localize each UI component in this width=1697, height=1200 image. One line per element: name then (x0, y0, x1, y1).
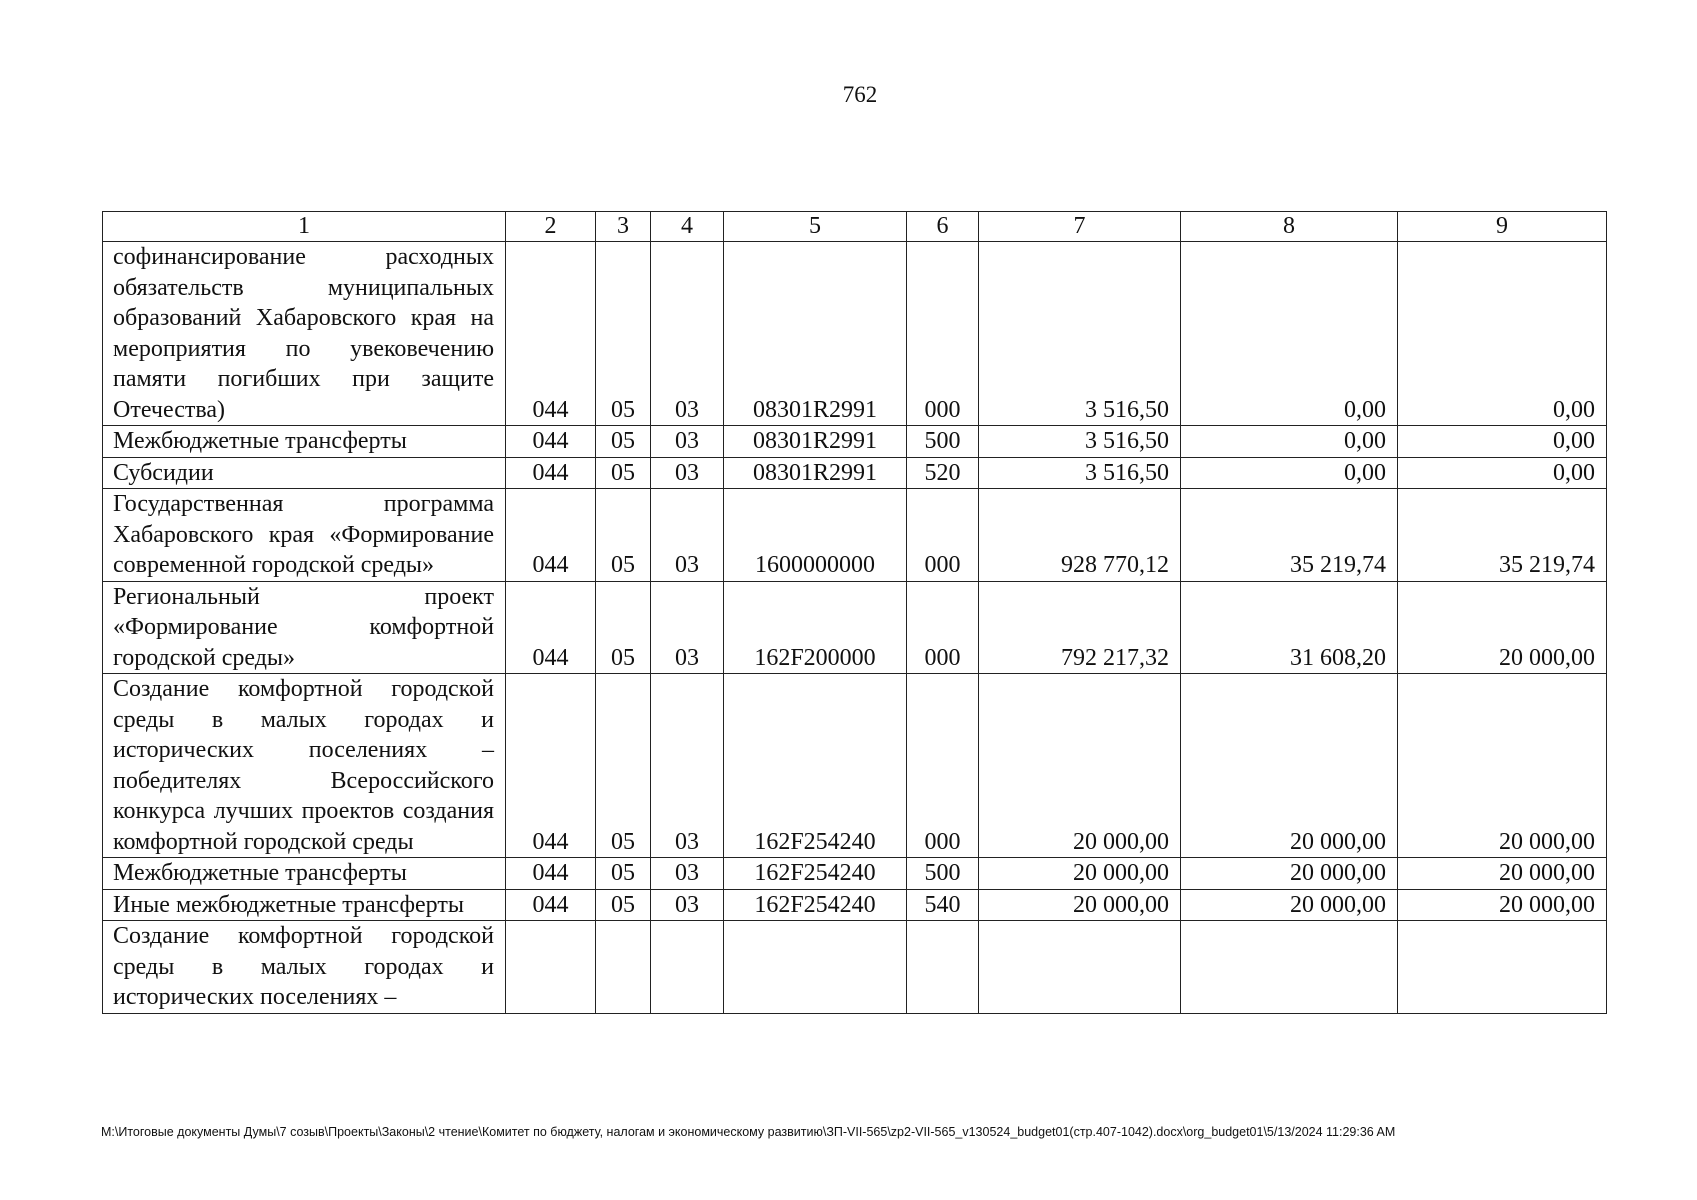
amount-year2-cell: 20 000,00 (1181, 889, 1398, 921)
amount-year2-cell: 20 000,00 (1181, 674, 1398, 858)
amount-year3-cell: 20 000,00 (1398, 858, 1607, 890)
subsection-cell: 03 (651, 581, 724, 674)
subsection-cell: 03 (651, 242, 724, 426)
column-header: 4 (651, 212, 724, 242)
amount-year1-cell: 3 516,50 (979, 426, 1181, 458)
column-header: 2 (506, 212, 596, 242)
expense-type-cell: 500 (907, 426, 979, 458)
target-article-cell: 08301R2991 (724, 242, 907, 426)
section-cell: 05 (596, 889, 651, 921)
table-row (103, 457, 1607, 489)
subsection-cell: 03 (651, 426, 724, 458)
section-cell: 05 (596, 858, 651, 890)
section-cell (596, 921, 651, 1014)
table-row (103, 242, 1607, 426)
target-article-cell: 1600000000 (724, 489, 907, 582)
expense-type-cell (907, 921, 979, 1014)
target-article-cell: 162F254240 (724, 889, 907, 921)
amount-year2-cell: 31 608,20 (1181, 581, 1398, 674)
subsection-cell: 03 (651, 889, 724, 921)
footer-file-path: M:\Итоговые документы Думы\7 созыв\Проекты\Законы\2 чтение\Комитет по бюджету, налогам и экономическому развитию\ЗП-VII-565\zp2-VII-565_v130524_budget01(стр.407-1042).docx\org_budget01\5/13/2024 11:29:36 AM (101, 1125, 1396, 1139)
column-header: 1 (103, 212, 506, 242)
expense-type-cell: 000 (907, 242, 979, 426)
subsection-cell (651, 921, 724, 1014)
amount-year2-cell: 0,00 (1181, 242, 1398, 426)
target-article-cell: 162F254240 (724, 858, 907, 890)
amount-year3-cell: 0,00 (1398, 457, 1607, 489)
column-header: 5 (724, 212, 907, 242)
budget-table (102, 211, 1607, 1014)
column-header: 8 (1181, 212, 1398, 242)
amount-year3-cell: 0,00 (1398, 242, 1607, 426)
admin-code-cell (506, 921, 596, 1014)
expense-type-cell: 000 (907, 581, 979, 674)
expense-type-cell: 500 (907, 858, 979, 890)
admin-code-cell: 044 (506, 581, 596, 674)
admin-code-cell: 044 (506, 489, 596, 582)
amount-year3-cell: 20 000,00 (1398, 581, 1607, 674)
table-header-row (103, 212, 1607, 242)
item-name-cell: Региональный проект «Формирование комфортной городской среды» (103, 581, 506, 674)
expense-type-cell: 000 (907, 674, 979, 858)
subsection-cell: 03 (651, 674, 724, 858)
amount-year3-cell (1398, 921, 1607, 1014)
amount-year2-cell: 20 000,00 (1181, 858, 1398, 890)
amount-year1-cell: 20 000,00 (979, 858, 1181, 890)
admin-code-cell: 044 (506, 889, 596, 921)
target-article-cell: 162F200000 (724, 581, 907, 674)
admin-code-cell: 044 (506, 858, 596, 890)
section-cell: 05 (596, 489, 651, 582)
amount-year1-cell: 3 516,50 (979, 242, 1181, 426)
item-name-cell: Государственная программа Хабаровского края «Формирование современной городской среды» (103, 489, 506, 582)
target-article-cell: 08301R2991 (724, 426, 907, 458)
amount-year3-cell: 0,00 (1398, 426, 1607, 458)
item-name-cell: Иные межбюджетные трансферты (103, 889, 506, 921)
column-header: 3 (596, 212, 651, 242)
item-name-cell: Субсидии (103, 457, 506, 489)
item-name-cell: Межбюджетные трансферты (103, 858, 506, 890)
amount-year1-cell: 928 770,12 (979, 489, 1181, 582)
section-cell: 05 (596, 426, 651, 458)
target-article-cell: 162F254240 (724, 674, 907, 858)
amount-year3-cell: 20 000,00 (1398, 889, 1607, 921)
amount-year1-cell (979, 921, 1181, 1014)
amount-year2-cell: 0,00 (1181, 457, 1398, 489)
admin-code-cell: 044 (506, 426, 596, 458)
subsection-cell: 03 (651, 457, 724, 489)
subsection-cell: 03 (651, 858, 724, 890)
amount-year2-cell: 0,00 (1181, 426, 1398, 458)
amount-year2-cell (1181, 921, 1398, 1014)
amount-year3-cell: 35 219,74 (1398, 489, 1607, 582)
amount-year1-cell: 20 000,00 (979, 674, 1181, 858)
section-cell: 05 (596, 242, 651, 426)
table-row (103, 921, 1607, 1014)
table-row (103, 674, 1607, 858)
table-row (103, 426, 1607, 458)
column-header: 9 (1398, 212, 1607, 242)
section-cell: 05 (596, 581, 651, 674)
admin-code-cell: 044 (506, 674, 596, 858)
item-name-cell: софинансирование расходных обязательств муниципальных образований Хабаровского края на мероприятия по увековечению памяти погибших при защите Отечества) (103, 242, 506, 426)
section-cell: 05 (596, 457, 651, 489)
target-article-cell (724, 921, 907, 1014)
admin-code-cell: 044 (506, 242, 596, 426)
admin-code-cell: 044 (506, 457, 596, 489)
amount-year1-cell: 792 217,32 (979, 581, 1181, 674)
amount-year1-cell: 20 000,00 (979, 889, 1181, 921)
amount-year3-cell: 20 000,00 (1398, 674, 1607, 858)
item-name-cell: Создание комфортной городской среды в малых городах и исторических поселениях – победителях Всероссийского конкурса лучших проектов создания комфортной городской среды (103, 674, 506, 858)
page-number: 762 (842, 82, 878, 107)
column-header: 7 (979, 212, 1181, 242)
column-header: 6 (907, 212, 979, 242)
expense-type-cell: 000 (907, 489, 979, 582)
table-row (103, 889, 1607, 921)
item-name-cell: Создание комфортной городской среды в малых городах и исторических поселениях – (103, 921, 506, 1014)
target-article-cell: 08301R2991 (724, 457, 907, 489)
table-row (103, 581, 1607, 674)
item-name-cell: Межбюджетные трансферты (103, 426, 506, 458)
table-row (103, 858, 1607, 890)
amount-year2-cell: 35 219,74 (1181, 489, 1398, 582)
amount-year1-cell: 3 516,50 (979, 457, 1181, 489)
table-row (103, 489, 1607, 582)
expense-type-cell: 540 (907, 889, 979, 921)
section-cell: 05 (596, 674, 651, 858)
subsection-cell: 03 (651, 489, 724, 582)
expense-type-cell: 520 (907, 457, 979, 489)
